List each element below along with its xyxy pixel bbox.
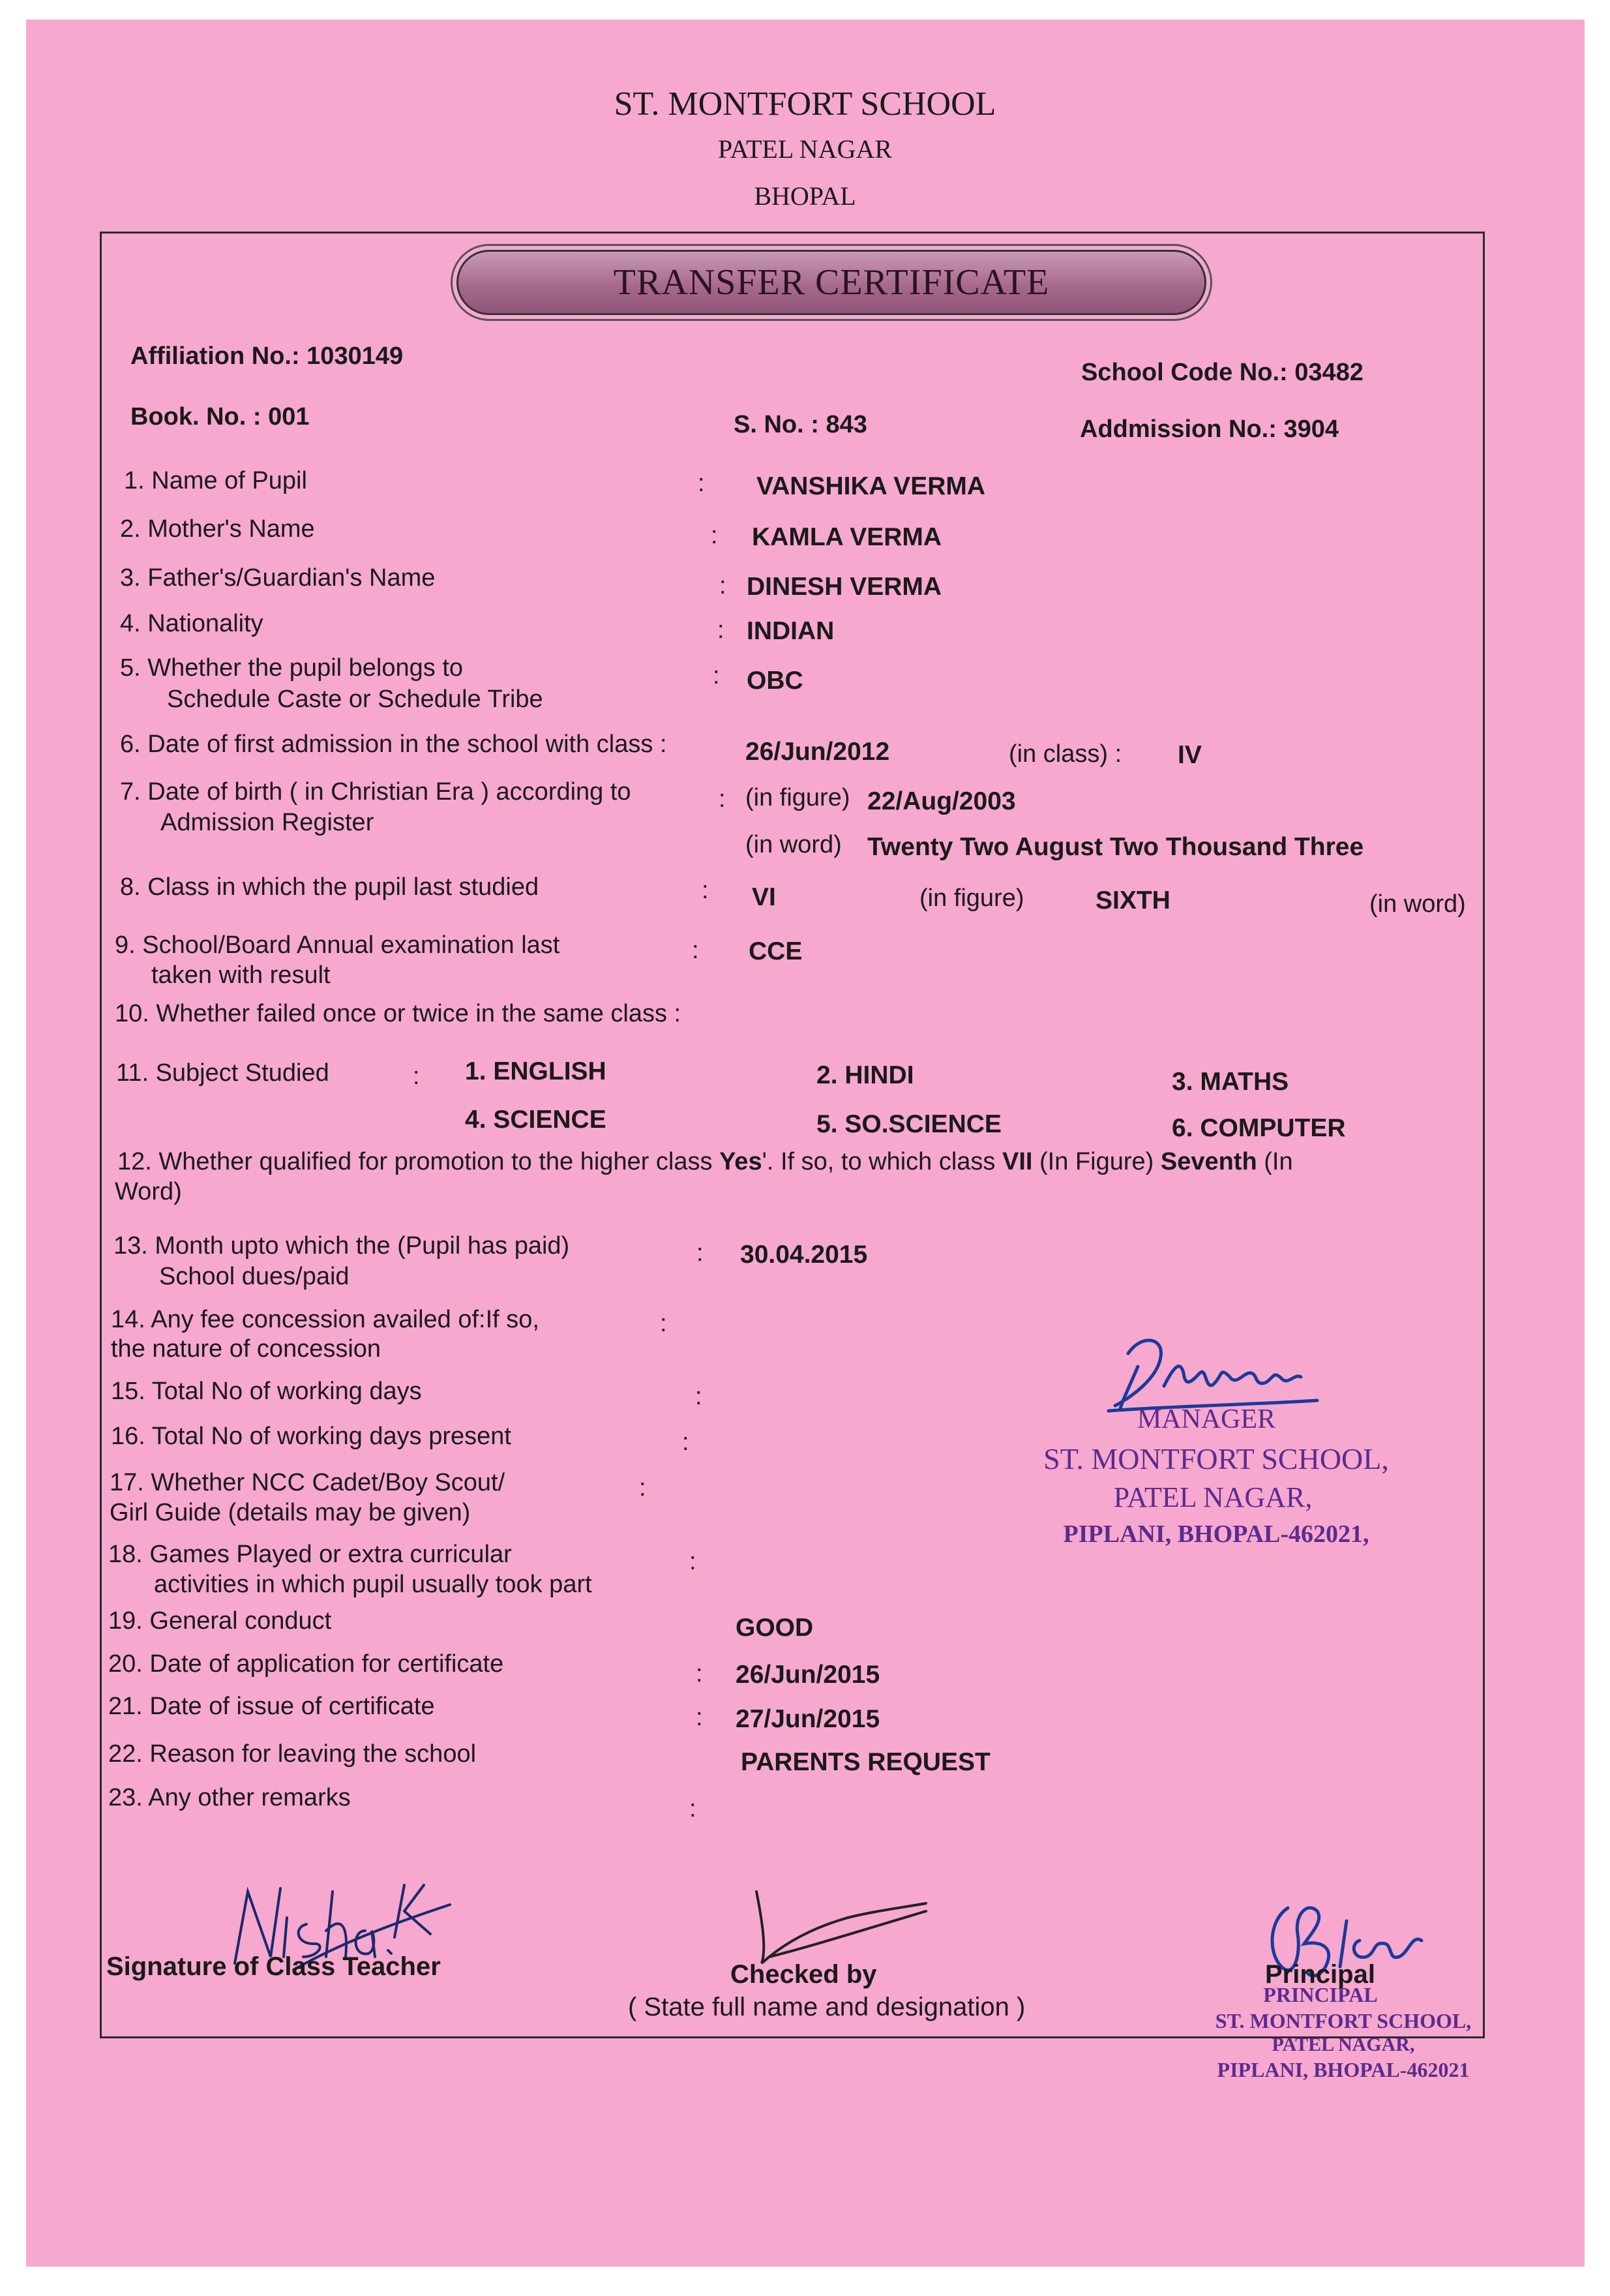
row-12-part4: (In bbox=[1257, 1148, 1293, 1175]
row-12-part3: (In Figure) bbox=[1032, 1148, 1161, 1175]
school-city: BHOPAL bbox=[754, 181, 856, 211]
row-8-colon: : bbox=[702, 877, 709, 904]
row-11-colon: : bbox=[413, 1063, 420, 1090]
row-20-colon: : bbox=[696, 1660, 703, 1687]
manager-stamp-title: MANAGER bbox=[1137, 1404, 1276, 1434]
dob-figure-label: (in figure) bbox=[745, 784, 850, 811]
row-18-colon: : bbox=[689, 1548, 696, 1575]
last-class-figure: VI bbox=[752, 883, 776, 911]
row-7-label-cont: Admission Register bbox=[160, 809, 374, 836]
school-name: ST. MONTFORT SCHOOL bbox=[614, 85, 996, 123]
row-11-label: 11. Subject Studied bbox=[116, 1059, 329, 1087]
row-9-label: 9. School/Board Annual examination last bbox=[115, 931, 560, 959]
row-3-colon: : bbox=[719, 572, 726, 599]
row-1-colon: : bbox=[698, 470, 705, 497]
dob-word: Twenty Two August Two Thousand Three bbox=[867, 833, 1364, 861]
row-12-text-cont: Word) bbox=[115, 1178, 182, 1205]
row-15-colon: : bbox=[695, 1383, 702, 1410]
row-21-colon: : bbox=[696, 1704, 703, 1731]
dues-paid-upto: 30.04.2015 bbox=[740, 1241, 868, 1269]
last-class-word-label: (in word) bbox=[1369, 890, 1466, 918]
first-admission-class: IV bbox=[1178, 741, 1202, 769]
general-conduct: GOOD bbox=[736, 1614, 814, 1642]
row-14-colon: : bbox=[660, 1310, 667, 1337]
category: OBC bbox=[747, 667, 803, 695]
principal-stamp-title: PRINCIPAL bbox=[1263, 1983, 1378, 2006]
first-admission-date: 26/Jun/2012 bbox=[745, 738, 890, 766]
school-code-no: School Code No.: 03482 bbox=[1081, 359, 1364, 386]
row-16-label: 16. Total No of working days present bbox=[111, 1423, 511, 1450]
row-19-label: 19. General conduct bbox=[108, 1607, 332, 1635]
principal-stamp-line1: ST. MONTFORT SCHOOL, bbox=[1215, 2009, 1472, 2032]
row-17-label: 17. Whether NCC Cadet/Boy Scout/ bbox=[110, 1469, 505, 1496]
row-3-label: 3. Father's/Guardian's Name bbox=[120, 564, 436, 592]
row-6-label: 6. Date of first admission in the school with class : bbox=[120, 731, 667, 758]
manager-stamp-line3: PIPLANI, BHOPAL-462021, bbox=[1063, 1520, 1369, 1548]
principal-label: Principal bbox=[1265, 1960, 1375, 1989]
row-10-label: 10. Whether failed once or twice in the same class : bbox=[115, 1000, 681, 1027]
application-date: 26/Jun/2015 bbox=[736, 1661, 880, 1689]
school-locality: PATEL NAGAR bbox=[717, 134, 893, 164]
row-5-label-cont: Schedule Caste or Schedule Tribe bbox=[167, 686, 543, 713]
serial-no: S. No. : 843 bbox=[734, 411, 867, 438]
row-17-label-cont: Girl Guide (details may be given) bbox=[110, 1499, 471, 1526]
row-14-label-cont: the nature of concession bbox=[111, 1335, 381, 1363]
row-13-colon: : bbox=[696, 1239, 704, 1267]
row-12-part2: '. If so, to which class bbox=[762, 1148, 1002, 1175]
subject-3: 3. MATHS bbox=[1172, 1068, 1289, 1096]
row-17-colon: : bbox=[639, 1474, 646, 1502]
row-4-label: 4. Nationality bbox=[120, 610, 263, 637]
row-18-label-cont: activities in which pupil usually took part bbox=[154, 1571, 592, 1598]
row-18-label: 18. Games Played or extra curricular bbox=[108, 1541, 512, 1568]
last-class-word: SIXTH bbox=[1096, 886, 1170, 914]
dob-word-label: (in word) bbox=[745, 831, 842, 858]
promotion-class-figure: VII bbox=[1002, 1148, 1033, 1175]
pupil-name: VANSHIKA VERMA bbox=[756, 472, 986, 500]
subject-4: 4. SCIENCE bbox=[465, 1106, 606, 1134]
row-6-class-label: (in class) : bbox=[1009, 740, 1122, 768]
row-15-label: 15. Total No of working days bbox=[111, 1378, 422, 1405]
subject-6: 6. COMPUTER bbox=[1172, 1114, 1346, 1142]
row-22-label: 22. Reason for leaving the school bbox=[108, 1740, 477, 1768]
mother-name: KAMLA VERMA bbox=[752, 523, 942, 551]
father-name: DINESH VERMA bbox=[747, 573, 942, 601]
row-21-label: 21. Date of issue of certificate bbox=[108, 1693, 435, 1720]
exam-result: CCE bbox=[749, 937, 803, 965]
admission-no: Addmission No.: 3904 bbox=[1080, 415, 1339, 443]
row-13-label: 13. Month upto which the (Pupil has paid) bbox=[113, 1232, 570, 1260]
row-12-yes: Yes bbox=[719, 1148, 762, 1175]
subject-2: 2. HINDI bbox=[816, 1061, 914, 1089]
row-20-label: 20. Date of application for certificate bbox=[108, 1650, 504, 1678]
affiliation-no: Affiliation No.: 1030149 bbox=[130, 342, 404, 370]
row-23-label: 23. Any other remarks bbox=[108, 1784, 351, 1811]
row-9-label-cont: taken with result bbox=[151, 961, 331, 989]
manager-stamp-line1: ST. MONTFORT SCHOOL, bbox=[1043, 1442, 1389, 1475]
row-12-part1: 12. Whether qualified for promotion to the higher class bbox=[117, 1148, 720, 1175]
row-2-colon: : bbox=[711, 522, 718, 549]
issue-date: 27/Jun/2015 bbox=[736, 1705, 880, 1733]
row-14-label: 14. Any fee concession availed of:If so, bbox=[111, 1306, 539, 1333]
row-2-label: 2. Mother's Name bbox=[120, 515, 315, 543]
leaving-reason: PARENTS REQUEST bbox=[741, 1748, 991, 1776]
row-5-label: 5. Whether the pupil belongs to bbox=[120, 654, 464, 682]
row-5-colon: : bbox=[713, 662, 720, 689]
principal-stamp-line3: PIPLANI, BHOPAL-462021 bbox=[1217, 2058, 1470, 2081]
last-class-figure-label: (in figure) bbox=[919, 884, 1024, 912]
certificate-title-banner: TRANSFER CERTIFICATE bbox=[456, 250, 1206, 315]
subject-1: 1. ENGLISH bbox=[465, 1057, 606, 1085]
row-1-label: 1. Name of Pupil bbox=[124, 467, 307, 494]
row-13-label-cont: School dues/paid bbox=[159, 1263, 350, 1290]
row-9-colon: : bbox=[692, 937, 699, 964]
nationality: INDIAN bbox=[747, 617, 835, 645]
checked-by-note: ( State full name and designation ) bbox=[628, 1993, 1026, 2021]
checked-by-label: Checked by bbox=[730, 1960, 877, 1989]
row-7-label: 7. Date of birth ( in Christian Era ) according to bbox=[120, 778, 631, 806]
manager-stamp-line2: PATEL NAGAR, bbox=[1113, 1481, 1313, 1513]
book-no: Book. No. : 001 bbox=[130, 403, 310, 430]
row-16-colon: : bbox=[682, 1428, 689, 1456]
row-7-colon: : bbox=[719, 785, 726, 813]
promotion-class-word: Seventh bbox=[1160, 1148, 1257, 1175]
row-23-colon: : bbox=[689, 1795, 696, 1822]
principal-stamp-line2: PATEL NAGAR, bbox=[1272, 2034, 1415, 2055]
row-8-label: 8. Class in which the pupil last studied bbox=[120, 873, 539, 901]
class-teacher-label: Signature of Class Teacher bbox=[106, 1952, 441, 1981]
dob-figure: 22/Aug/2003 bbox=[867, 787, 1016, 815]
subject-5: 5. SO.SCIENCE bbox=[816, 1110, 1002, 1138]
row-4-colon: : bbox=[717, 616, 724, 644]
row-12-text bbox=[117, 1148, 1293, 1176]
